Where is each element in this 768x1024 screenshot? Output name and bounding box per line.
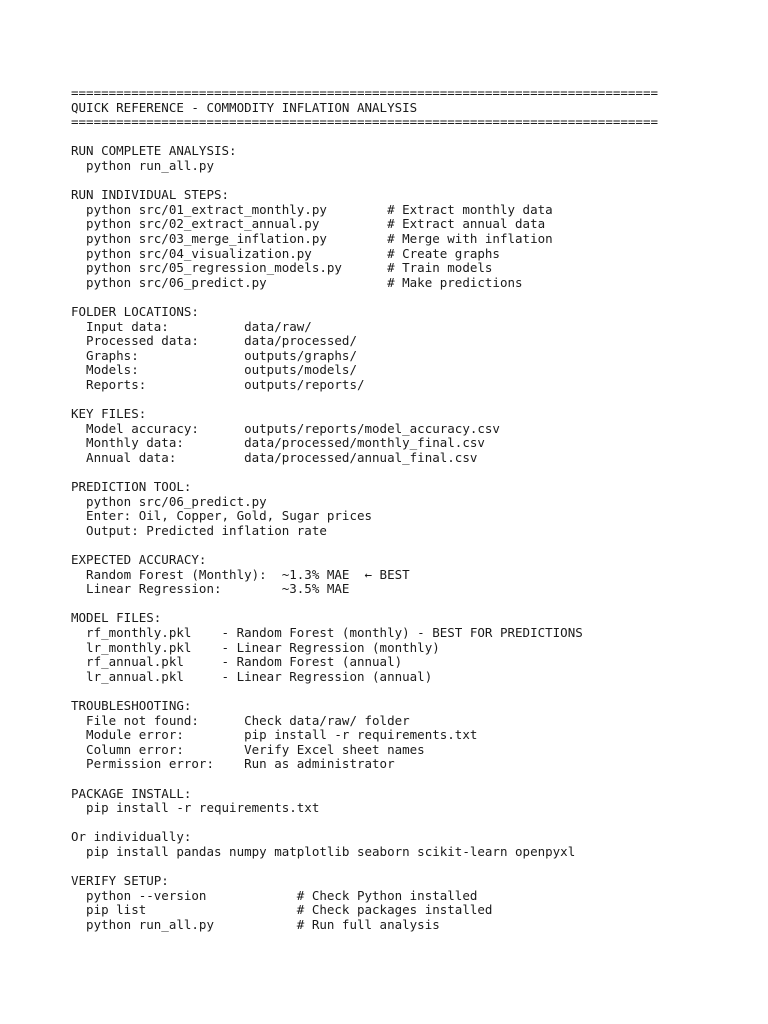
- blank-line: [71, 859, 761, 874]
- text-line: rf_monthly.pkl - Random Forest (monthly) - BEST FOR PREDICTIONS: [71, 624, 583, 640]
- text-line: File not found: Check data/raw/ folder: [71, 712, 410, 728]
- text-line: pip install pandas numpy matplotlib seaborn scikit-learn openpyxl: [71, 843, 576, 859]
- text-line: Output: Predicted inflation rate: [71, 522, 327, 538]
- text-line: python src/04_visualization.py # Create graphs: [71, 245, 500, 261]
- text-line: pip install -r requirements.txt: [71, 800, 320, 816]
- text-line: PACKAGE INSTALL:: [71, 785, 192, 801]
- text-line: rf_annual.pkl - Random Forest (annual): [71, 654, 403, 670]
- text-line: lr_monthly.pkl - Linear Regression (monthly): [71, 639, 440, 655]
- text-line: TROUBLESHOOTING:: [71, 697, 192, 713]
- text-line: Or individually:: [71, 829, 192, 845]
- blank-line: [71, 597, 761, 612]
- text-line: Processed data: data/processed/: [71, 333, 357, 349]
- text-line: python src/05_regression_models.py # Train models: [71, 260, 493, 276]
- text-line: Reports: outputs/reports/: [71, 376, 365, 392]
- text-line: Module error: pip install -r requirements.txt: [71, 727, 478, 743]
- text-line: PREDICTION TOOL:: [71, 479, 192, 495]
- text-line: MODEL FILES:: [71, 610, 162, 626]
- blank-line: [71, 816, 761, 831]
- text-line: lr_annual.pkl - Linear Regression (annual): [71, 668, 433, 684]
- text-line: python run_all.py # Run full analysis: [71, 916, 440, 932]
- text-line: python src/06_predict.py # Make predictions: [71, 274, 523, 290]
- text-line: QUICK REFERENCE - COMMODITY INFLATION ANALYSIS: [71, 99, 418, 115]
- blank-line: [71, 392, 761, 407]
- text-line: FOLDER LOCATIONS:: [71, 303, 199, 319]
- text-line: Permission error: Run as administrator: [71, 756, 395, 772]
- blank-line: [71, 465, 761, 480]
- text-line: Models: outputs/models/: [71, 362, 357, 378]
- text-line: python run_all.py: [71, 157, 214, 173]
- text-line: VERIFY SETUP:: [71, 873, 169, 889]
- text-line: RUN INDIVIDUAL STEPS:: [71, 187, 230, 203]
- text-line: Graphs: outputs/graphs/: [71, 347, 357, 363]
- blank-line: [71, 290, 761, 305]
- text-line: KEY FILES:: [71, 406, 147, 422]
- reference-document: [71, 86, 761, 932]
- text-line: python src/03_merge_inflation.py # Merge with inflation: [71, 230, 553, 246]
- text-line: RUN COMPLETE ANALYSIS:: [71, 143, 237, 159]
- text-line: Monthly data: data/processed/monthly_final.csv: [71, 435, 485, 451]
- text-line: python --version # Check Python installed: [71, 887, 478, 903]
- text-line: EXPECTED ACCURACY:: [71, 552, 207, 567]
- text-line: python src/06_predict.py: [71, 493, 267, 509]
- blank-line: [71, 130, 761, 145]
- blank-line: [71, 174, 761, 189]
- text-line: Linear Regression: ~3.5% MAE: [71, 581, 350, 597]
- text-line: pip list # Check packages installed: [71, 902, 493, 918]
- text-line: Input data: data/raw/: [71, 318, 312, 334]
- text-line: Column error: Verify Excel sheet names: [71, 741, 425, 757]
- text-line: ==============================================================================: [71, 114, 658, 130]
- text-line: Model accuracy: outputs/reports/model_accuracy.csv: [71, 420, 500, 436]
- text-line: python src/01_extract_monthly.py # Extract monthly data: [71, 201, 553, 217]
- blank-line: [71, 538, 761, 553]
- text-line: Enter: Oil, Copper, Gold, Sugar prices: [71, 508, 373, 524]
- blank-line: [71, 772, 761, 787]
- text-line: Annual data: data/processed/annual_final.csv: [71, 449, 478, 465]
- text-line: Random Forest (Monthly): ~1.3% MAE ← BEST: [71, 566, 410, 582]
- text-line: python src/02_extract_annual.py # Extract annual data: [71, 216, 546, 232]
- blank-line: [71, 684, 761, 699]
- text-line: ==============================================================================: [71, 85, 658, 100]
